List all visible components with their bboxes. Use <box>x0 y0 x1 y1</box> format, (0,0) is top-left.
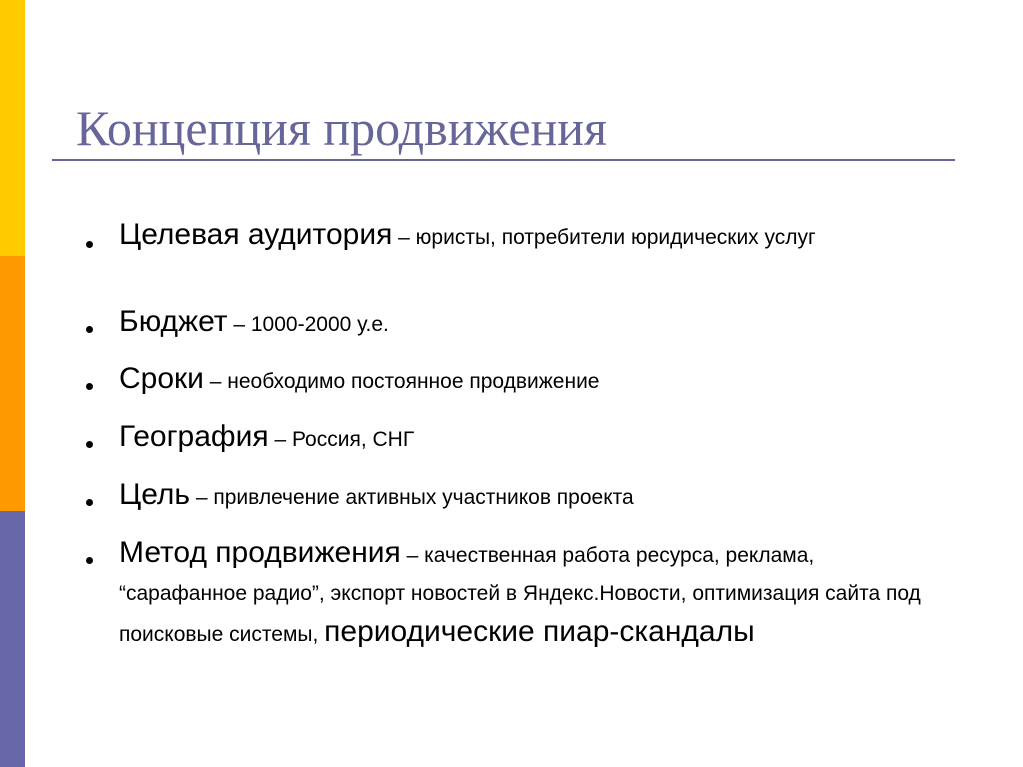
bullet-detail: – Россия, СНГ <box>268 428 415 451</box>
bullet-term: Метод продвижения <box>119 536 401 569</box>
bullet-detail: – юристы, потребители юридических услуг <box>392 226 816 249</box>
title-underline <box>52 159 955 161</box>
bullet-detail: – необходимо постоянное продвижение <box>203 370 600 393</box>
bullet-dot-icon <box>86 241 93 248</box>
bullet-term: География <box>119 420 269 453</box>
bullet-term: Сроки <box>119 362 204 395</box>
bullet-text <box>119 218 931 257</box>
bullet-dot-icon <box>86 326 93 333</box>
bullet-term: Целевая аудитория <box>119 218 393 251</box>
bullet-term: Бюджет <box>119 305 228 338</box>
bullet-text <box>119 477 931 518</box>
bullet-term: Цель <box>119 478 191 511</box>
accent-stripe-yellow <box>0 0 25 256</box>
accent-stripe-purple <box>0 511 25 767</box>
bullet-tail: периодические пиар-скандалы <box>324 615 755 648</box>
bullet-text <box>119 535 931 655</box>
bullet-dot-icon <box>86 441 93 448</box>
bullet-detail: – 1000-2000 у.е. <box>227 313 389 336</box>
bullet-dot-icon <box>86 383 93 390</box>
bullet-detail: – привлечение активных участников проекта <box>190 486 634 509</box>
bullet-dot-icon <box>86 557 93 564</box>
bullet-dot-icon <box>86 499 93 506</box>
bullet-text <box>119 304 931 345</box>
slide-title: Концепция продвижения <box>76 100 608 156</box>
bullet-detail: – качественная работа ресурса, реклама, “сарафанное радио”, экспорт новостей в Яндекс.Новости, оптимизация сайта под поисковые системы, <box>119 544 921 646</box>
bullet-text <box>119 419 931 460</box>
bullet-text <box>119 361 931 402</box>
accent-stripe-orange <box>0 256 25 511</box>
